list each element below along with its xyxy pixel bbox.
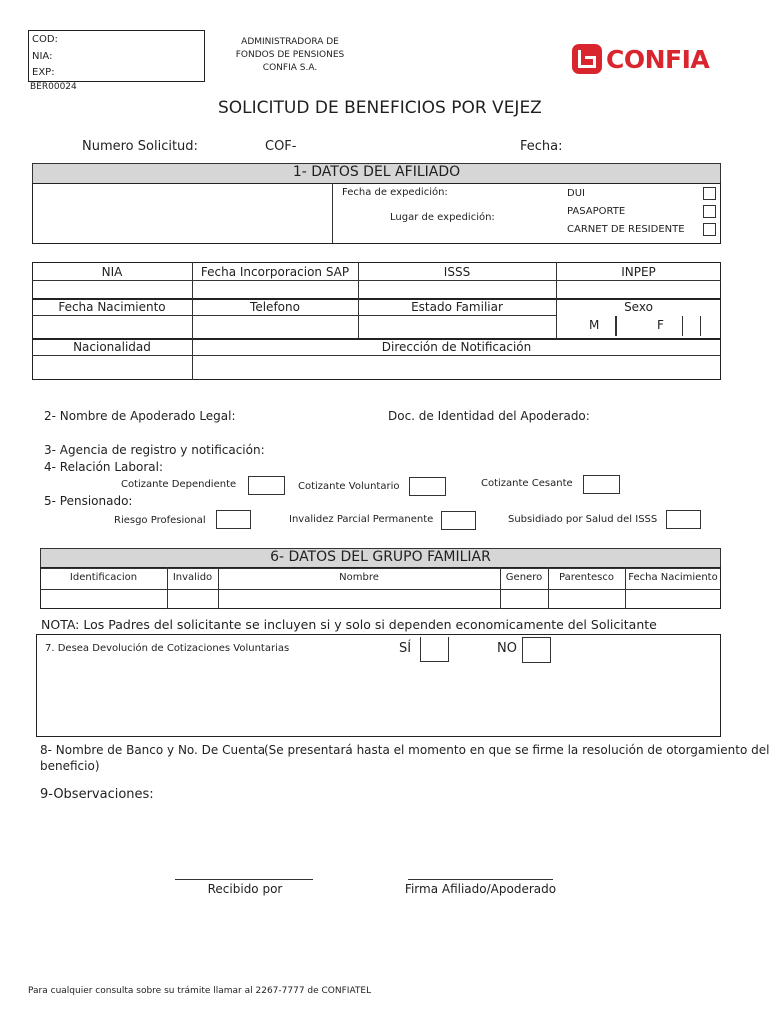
sex-f-label: F xyxy=(657,318,664,332)
relacion-label: 4- Relación Laboral: xyxy=(44,460,164,474)
confia-logo xyxy=(572,44,712,78)
sex-f-box[interactable] xyxy=(682,316,683,336)
cotizante-dependiente-label: Cotizante Dependiente xyxy=(121,479,237,490)
family-header-fecha-nacimiento: Fecha Nacimiento xyxy=(628,572,718,583)
banco-label: 8- Nombre de Banco y No. De Cuenta xyxy=(40,743,266,757)
pasaporte-checkbox[interactable] xyxy=(703,205,716,218)
firma-label: Firma Afiliado/Apoderado xyxy=(404,882,557,896)
fecha-nacimiento-header: Fecha Nacimiento xyxy=(58,300,166,314)
riesgo-label: Riesgo Profesional xyxy=(114,515,206,526)
carnet-checkbox[interactable] xyxy=(703,223,716,236)
family-header-genero: Genero xyxy=(505,572,543,583)
family-header-nombre: Nombre xyxy=(339,572,379,583)
fecha-label: Fecha: xyxy=(520,139,563,154)
sex-m-label: M xyxy=(589,318,600,332)
family-header-parentesco: Parentesco xyxy=(559,572,614,583)
invalidez-label: Invalidez Parcial Permanente xyxy=(289,514,434,525)
sexo-header: Sexo xyxy=(624,300,653,314)
lugar-expedicion-label: Lugar de expedición: xyxy=(390,212,495,223)
observaciones-label: 9-Observaciones: xyxy=(40,787,154,802)
nacionalidad-header: Nacionalidad xyxy=(73,340,151,354)
recibido-line xyxy=(175,879,313,880)
si-box[interactable] xyxy=(420,637,449,662)
section6-title: 6- DATOS DEL GRUPO FAMILIAR xyxy=(270,549,491,565)
exp-label: EXP: xyxy=(32,67,55,78)
admin-line1: ADMINISTRADORA DE xyxy=(241,37,339,47)
nota-text: NOTA: Los Padres del solicitante se incluyen si y solo si dependen economicamente del Solicitante xyxy=(41,617,657,632)
no-box[interactable] xyxy=(522,637,551,663)
subsidiado-box[interactable] xyxy=(666,510,701,529)
riesgo-box[interactable] xyxy=(216,510,251,529)
pensionado-label: 5- Pensionado: xyxy=(44,494,133,508)
page-title: SOLICITUD DE BENEFICIOS POR VEJEZ xyxy=(218,98,542,118)
banco-note-line1: (Se presentará hasta el momento en que se firme la resolución de otorgamiento del xyxy=(264,743,770,757)
cod-label: COD: xyxy=(32,34,58,45)
cotizante-cesante-box[interactable] xyxy=(583,475,620,494)
family-header-invalido: Invalido xyxy=(172,572,213,583)
cotizante-voluntario-label: Cotizante Voluntario xyxy=(298,481,400,492)
inpep-header: INPEP xyxy=(621,265,656,279)
admin-line2: FONDOS DE PENSIONES xyxy=(235,50,345,60)
si-label: SÍ xyxy=(399,641,412,656)
isss-header: ISSS xyxy=(443,265,471,279)
estado-familiar-header: Estado Familiar xyxy=(411,300,503,314)
invalidez-box[interactable] xyxy=(441,511,476,530)
recibido-label: Recibido por xyxy=(207,882,283,896)
apoderado-label: 2- Nombre de Apoderado Legal: xyxy=(44,409,236,423)
section1-title: 1- DATOS DEL AFILIADO xyxy=(292,164,461,180)
doc-apoderado-label: Doc. de Identidad del Apoderado: xyxy=(388,409,590,423)
cof-label: COF- xyxy=(265,139,297,154)
dui-checkbox[interactable] xyxy=(703,187,716,200)
cotizante-voluntario-box[interactable] xyxy=(409,477,446,496)
family-header-identificacion: Identificacion xyxy=(69,572,138,583)
doc-type-dui: DUI xyxy=(567,188,585,199)
agencia-label: 3- Agencia de registro y notificación: xyxy=(44,443,265,457)
doc-type-carnet: CARNET DE RESIDENTE xyxy=(567,224,685,235)
direccion-header: Dirección de Notificación xyxy=(381,340,532,354)
nia-label: NIA: xyxy=(32,51,53,62)
footer-text: Para cualquier consulta sobre su trámite llamar al 2267-7777 de CONFIATEL xyxy=(28,986,372,996)
numero-solicitud-label: Numero Solicitud: xyxy=(82,139,198,154)
cotizante-cesante-label: Cotizante Cesante xyxy=(481,478,573,489)
fecha-expedicion-label: Fecha de expedición: xyxy=(342,187,448,198)
firma-line xyxy=(408,879,553,880)
no-label: NO xyxy=(497,641,517,656)
nia-header: NIA xyxy=(101,265,123,279)
logo-mark-icon xyxy=(572,44,602,74)
form-code: BER00024 xyxy=(30,82,77,92)
logo-text: CONFIA xyxy=(606,45,710,74)
telefono-header: Telefono xyxy=(250,300,300,314)
fecha-incorporacion-header: Fecha Incorporacion SAP xyxy=(200,265,350,279)
cotizante-dependiente-box[interactable] xyxy=(248,476,285,495)
banco-note-line2: beneficio) xyxy=(40,759,100,773)
devolucion-question: 7. Desea Devolución de Cotizaciones Voluntarias xyxy=(45,643,290,654)
subsidiado-label: Subsidiado por Salud del ISSS xyxy=(508,514,658,525)
sex-m-box[interactable] xyxy=(615,316,617,336)
admin-line3: CONFIA S.A. xyxy=(262,63,318,73)
doc-type-pasaporte: PASAPORTE xyxy=(567,206,626,217)
